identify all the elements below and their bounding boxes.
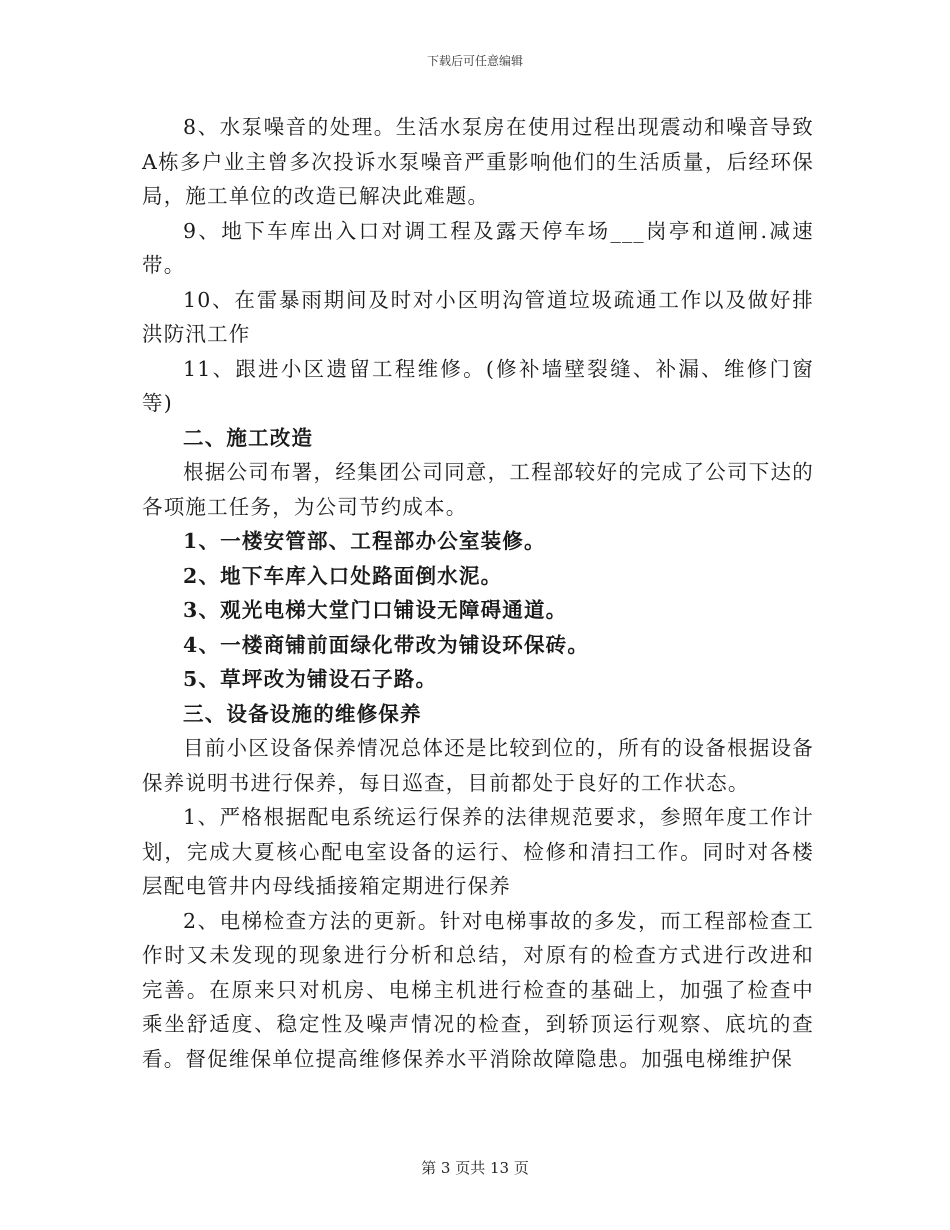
paragraph-maintenance-2: 2、电梯检查方法的更新。针对电梯事故的多发，而工程部检查工作时又未发现的现象进行分析和总结，对原有的检查方式进行改进和完善。在原来只对机房、电梯主机进行检查的基础上，加强了检查中乘坐舒适度、稳定性及噪声情况的检查，到轿顶运行观察、底坑的查看。督促维保单位提高维修保养水平消除故障隐患。加强电梯维护保 bbox=[142, 908, 814, 1071]
construction-item-2: 2、地下车库入口处路面倒水泥。 bbox=[183, 563, 503, 588]
construction-item-4: 4、一楼商铺前面绿化带改为铺设环保砖。 bbox=[183, 632, 590, 657]
paragraph-construction-intro: 根据公司布署，经集团公司同意，工程部较好的完成了公司下达的各项施工任务，为公司节约成本。 bbox=[142, 460, 814, 519]
construction-item-1: 1、一楼安管部、工程部办公室装修。 bbox=[183, 529, 546, 553]
document-body bbox=[142, 110, 814, 1076]
construction-item-5: 5、草坪改为铺设石子路。 bbox=[183, 667, 438, 691]
section-heading-maintenance: 三、设备设施的维修保养 bbox=[183, 701, 422, 726]
section-heading-construction: 二、施工改造 bbox=[183, 425, 314, 450]
construction-item-3: 3、观光电梯大堂门口铺设无障碍通道。 bbox=[183, 598, 568, 622]
page-footer: 第 3 页共 13 页 bbox=[421, 1159, 529, 1177]
page-header: 下载后可任意编辑 bbox=[426, 54, 523, 68]
paragraph-item-9: 9、地下车库出入口对调工程及露天停车场___岗亭和道闸.减速带。 bbox=[142, 218, 814, 277]
paragraph-item-8: 8、水泵噪音的处理。生活水泵房在使用过程出现震动和噪音导致A栋多户业主曾多次投诉水泵噪音严重影响他们的生活质量，后经环保局，施工单位的改造已解决此难题。 bbox=[142, 115, 814, 208]
paragraph-item-10: 10、在雷暴雨期间及时对小区明沟管道垃圾疏通工作以及做好排洪防汛工作 bbox=[142, 287, 814, 346]
paragraph-maintenance-intro: 目前小区设备保养情况总体还是比较到位的，所有的设备根据设备保养说明书进行保养，每日巡查，目前都处于良好的工作状态。 bbox=[142, 736, 814, 795]
paragraph-item-11: 11、跟进小区遗留工程维修。(修补墙壁裂缝、补漏、维修门窗等) bbox=[142, 356, 814, 415]
paragraph-maintenance-1: 1、严格根据配电系统运行保养的法律规范要求，参照年度工作计划，完成大夏核心配电室设备的运行、检修和清扫工作。同时对各楼层配电管井内母线插接箱定期进行保养 bbox=[142, 805, 814, 898]
